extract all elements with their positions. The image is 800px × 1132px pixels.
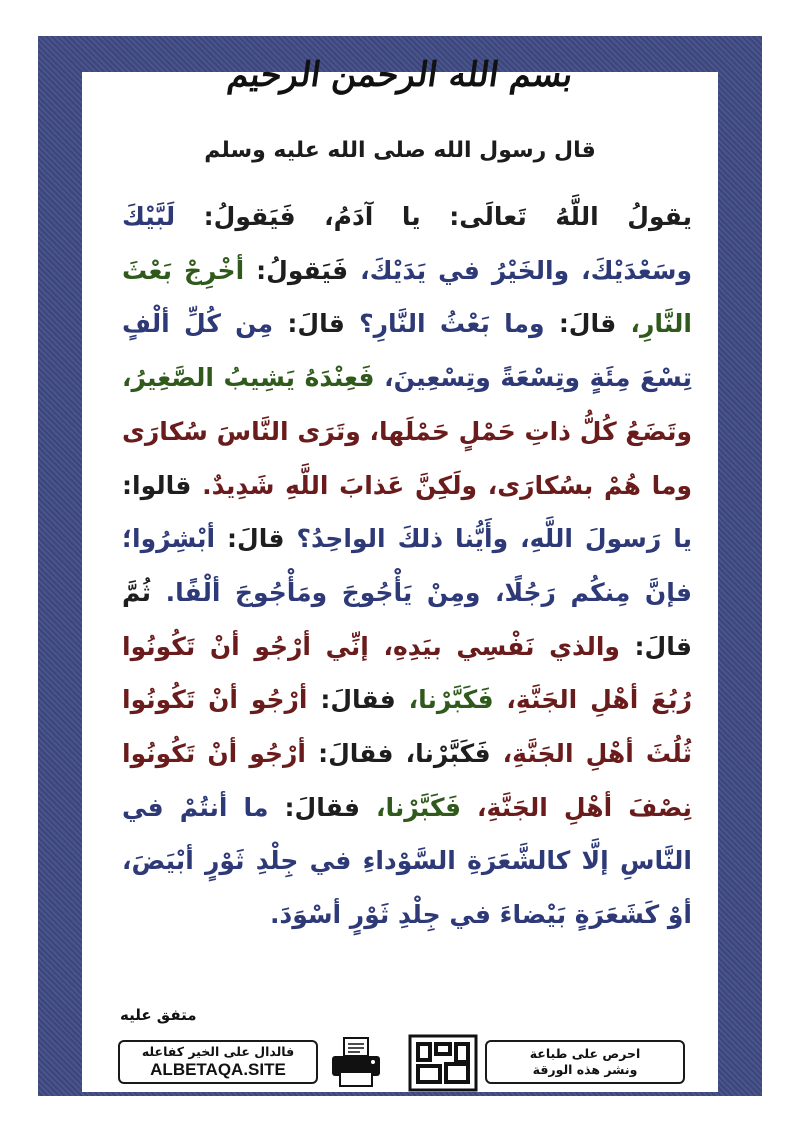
- footer-motto: فالدال على الخير كفاعله: [141, 1044, 295, 1059]
- hadith-segment: والذي نَفْسِي بيَدِهِ، إنِّي أرْجُو أنْ تَكُونُوا رُبُعَ أهْلِ الجَنَّةِ،: [122, 631, 693, 715]
- hadith-body: [122, 190, 692, 942]
- footer-site-link[interactable]: ALBETAQA.SITE: [150, 1060, 286, 1079]
- hadith-intro: قال رسول الله صلى الله عليه وسلم: [204, 138, 596, 163]
- footer-print-line1: احرص على طباعة: [529, 1046, 641, 1061]
- hadith-segment: فقالَ:: [268, 792, 360, 822]
- hadith-segment: فَكَبَّرْنا،: [395, 685, 494, 715]
- footer-bar: [118, 1034, 685, 1092]
- hadith-segment: فقالَ:: [307, 685, 396, 715]
- hadith-segment: وما بَعْثُ النَّارِ؟: [344, 309, 545, 339]
- hadith-segment: أرْجُو أنْ تَكُونُوا نِصْفَ أهْلِ الجَنَّةِ،: [122, 739, 693, 822]
- hadith-segment: أرْجُو أنْ تَكُونُوا ثُلُثَ أهْلِ الجَنَّةِ،: [122, 685, 692, 769]
- hadith-segment: فَيَقولُ:: [244, 255, 349, 285]
- hadith-segment: قالَ:: [215, 524, 285, 554]
- hadith-segment: يا رَسولَ اللَّهِ، وأَيُّنا ذلكَ الواحِدُ؟: [284, 524, 692, 554]
- basmala-text: بسم الله الرحمن الرحيم: [224, 55, 576, 95]
- hadith-segment: فَكَبَّرْنا،: [359, 792, 461, 822]
- hadith-segment: قالَ:: [273, 309, 345, 339]
- footer-site-box: [118, 1040, 318, 1084]
- hadith-segment: ما أنتُمْ في النَّاسِ إلَّا كالشَّعَرَةِ السَّوْداءِ في جِلْدِ ثَوْرٍ أبْيَضَ، أوْ كَشَعَرَةٍ بَيْضاءَ في جِلْدِ ثَوْرٍ أسْوَدَ.: [122, 792, 692, 930]
- hadith-segment: فَكَبَّرْنا، فقالَ:: [306, 739, 491, 769]
- hadith-segment: يقولُ اللَّهُ تَعالَى: يا آدَمُ، فَيَقولُ:: [175, 202, 692, 231]
- hadith-segment: أخْرِجْ بَعْثَ النَّارِ،: [122, 255, 692, 339]
- hadith-segment: أبْشِرُوا؛ فإنَّ مِنكُم رَجُلًا، ومِنْ يَأْجُوجَ ومَأْجُوجَ ألْفًا.: [122, 524, 692, 607]
- footer-print-box: [485, 1040, 685, 1084]
- hadith-segment: ثُمَّ قالَ:: [122, 577, 692, 661]
- hadith-segment: قالَ:: [544, 309, 617, 339]
- printer-icon: [326, 1036, 386, 1090]
- hadith-reference: متفق عليه: [120, 1006, 197, 1024]
- basmala-calligraphy: [224, 40, 576, 110]
- footer-print-line2: ونشر هذه الورقة: [532, 1062, 638, 1077]
- hadith-segment: فَعِنْدَهُ يَشِيبُ الصَّغِيرُ،: [122, 363, 375, 393]
- hadith-segment: مِن كُلِّ ألْفٍ تِسْعَ مِئَةٍ وتِسْعَةً وتِسْعِينَ،: [122, 309, 692, 393]
- hadith-segment: قالوا:: [122, 470, 192, 500]
- dawah-logo: [408, 1034, 478, 1092]
- hadith-segment: لَبَّيْكَ وسَعْدَيْكَ، والخَيْرُ في يَدَيْكَ،: [122, 202, 692, 285]
- hadith-segment: وتَضَعُ كُلُّ ذاتِ حَمْلٍ حَمْلَها، وتَرَى النَّاسَ سُكارَى وما هُمْ بسُكارَى، ولَكِنَّ عَذابَ اللَّهِ شَدِيدٌ.: [122, 416, 692, 500]
